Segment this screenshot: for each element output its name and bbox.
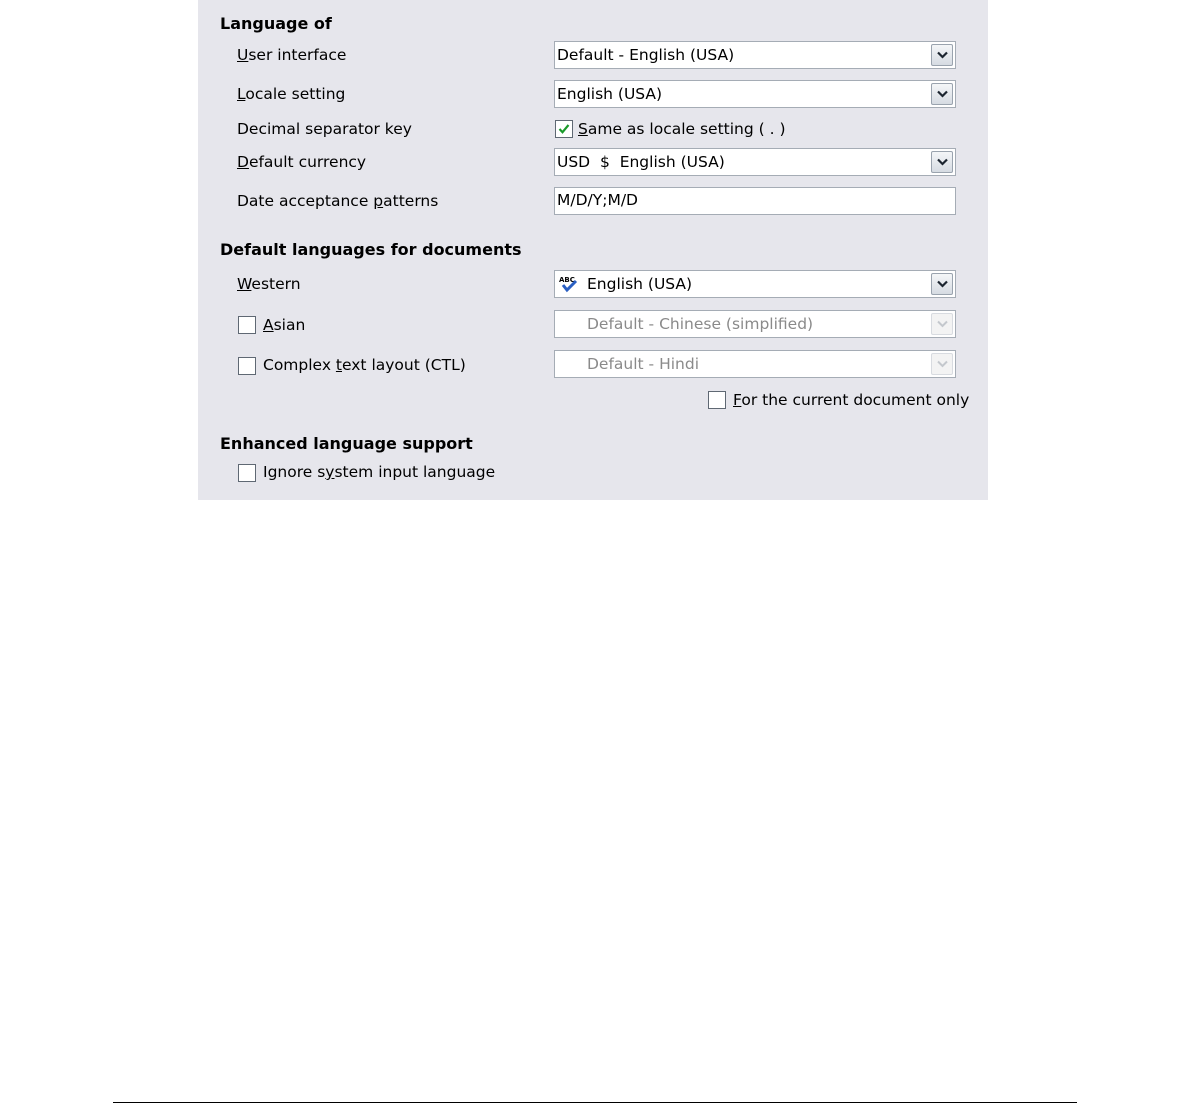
- dropdown-button[interactable]: [931, 151, 953, 173]
- label-text: efault currency: [248, 153, 367, 171]
- label-text: or the current document only: [741, 391, 970, 409]
- western-language-select[interactable]: [554, 270, 956, 298]
- mnemonic: W: [237, 275, 252, 293]
- mnemonic: t: [335, 356, 342, 374]
- checkmark-icon: [557, 122, 571, 136]
- section-title-enhanced: Enhanced language support: [220, 434, 473, 453]
- dropdown-button[interactable]: [931, 44, 953, 66]
- language-settings-panel: [198, 0, 988, 500]
- dropdown-button[interactable]: [931, 313, 953, 335]
- chevron-down-icon: [937, 320, 948, 328]
- label-text: ext layout (CTL): [342, 356, 466, 374]
- default-currency-select[interactable]: [554, 148, 956, 176]
- locale-setting-value: English (USA): [557, 85, 663, 103]
- user-interface-select[interactable]: [554, 41, 956, 69]
- chevron-down-icon: [937, 360, 948, 368]
- label-text: sian: [273, 316, 306, 334]
- locale-setting-select[interactable]: [554, 80, 956, 108]
- asian-checkbox[interactable]: [238, 316, 256, 334]
- chevron-down-icon: [937, 90, 948, 98]
- locale-setting-label: [237, 85, 345, 103]
- mnemonic: p: [373, 192, 384, 210]
- label-text: ser interface: [248, 46, 347, 64]
- ctl-language-select[interactable]: [554, 350, 956, 378]
- label-text: Date acceptance: [237, 192, 374, 210]
- date-patterns-label: [237, 192, 438, 210]
- chevron-down-icon: [937, 51, 948, 59]
- mnemonic: D: [237, 153, 249, 171]
- ignore-input-language-label[interactable]: [263, 463, 495, 481]
- mnemonic: y: [325, 463, 335, 481]
- dropdown-button[interactable]: [931, 273, 953, 295]
- label-text: stem input language: [334, 463, 496, 481]
- western-label: [237, 275, 301, 293]
- spellcheck-icon: [559, 275, 581, 293]
- dropdown-button[interactable]: [931, 353, 953, 375]
- ctl-language-value: Default - Hindi: [587, 355, 700, 373]
- mnemonic: S: [578, 120, 588, 138]
- decimal-separator-label: Decimal separator key: [237, 120, 412, 138]
- label-text: ocale setting: [245, 85, 346, 103]
- same-as-locale-checkbox[interactable]: [555, 120, 573, 138]
- label-text: estern: [251, 275, 301, 293]
- label-text: ame as locale setting ( . ): [587, 120, 786, 138]
- label-text: Complex: [263, 356, 336, 374]
- mnemonic: F: [733, 391, 742, 409]
- user-interface-label: [237, 46, 346, 64]
- ctl-checkbox[interactable]: [238, 357, 256, 375]
- default-currency-label: [237, 153, 366, 171]
- chevron-down-icon: [937, 280, 948, 288]
- mnemonic: A: [263, 316, 274, 334]
- chevron-down-icon: [937, 158, 948, 166]
- svg-text:ABC: ABC: [559, 276, 575, 284]
- western-language-value: English (USA): [587, 275, 693, 293]
- default-currency-value: USD $ English (USA): [557, 153, 725, 171]
- asian-label[interactable]: [263, 316, 305, 334]
- mnemonic: U: [237, 46, 249, 64]
- date-patterns-input[interactable]: [557, 191, 947, 209]
- ignore-input-language-checkbox[interactable]: [238, 464, 256, 482]
- section-title-default-languages: Default languages for documents: [220, 240, 522, 259]
- label-text: Ignore s: [263, 463, 326, 481]
- same-as-locale-label[interactable]: [578, 120, 786, 138]
- current-document-only-checkbox[interactable]: [708, 391, 726, 409]
- asian-language-value: Default - Chinese (simplified): [587, 315, 814, 333]
- ctl-label[interactable]: [263, 356, 466, 374]
- date-patterns-field[interactable]: [554, 187, 956, 215]
- label-text: atterns: [383, 192, 439, 210]
- mnemonic: L: [237, 85, 246, 103]
- dropdown-button[interactable]: [931, 83, 953, 105]
- asian-language-select[interactable]: [554, 310, 956, 338]
- section-title-language-of: Language of: [220, 14, 332, 33]
- current-document-only-label[interactable]: [733, 391, 969, 409]
- user-interface-value: Default - English (USA): [557, 46, 735, 64]
